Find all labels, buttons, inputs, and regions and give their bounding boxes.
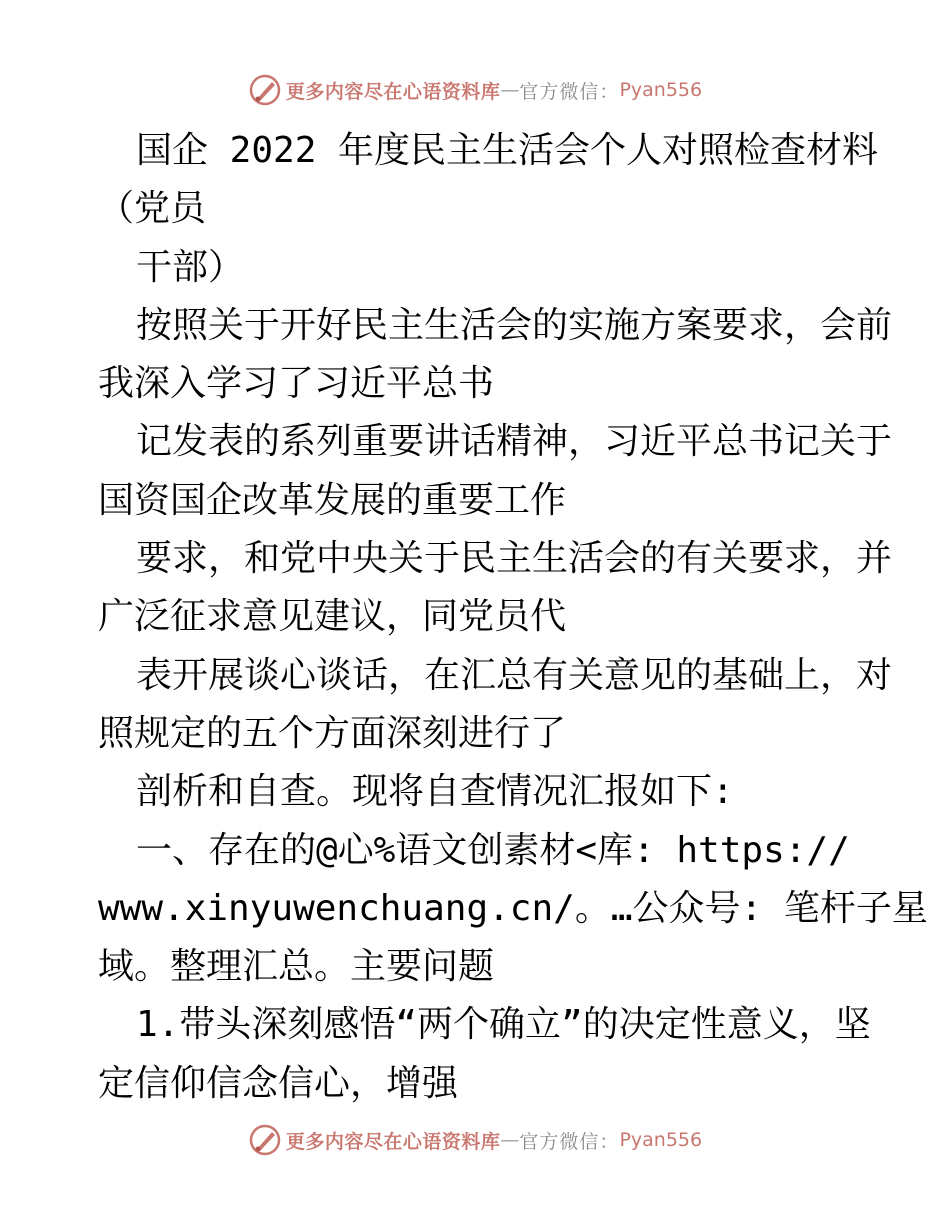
banner-wechat-id: Pyan556 xyxy=(619,79,703,101)
banner-wechat-label: 官方微信： xyxy=(519,80,620,103)
footer-banner xyxy=(0,1120,950,1160)
text-line: 域。整理汇总。主要问题 xyxy=(98,946,495,988)
text-line: 国资国企改革发展的重要工作 xyxy=(98,479,567,521)
text-line: 要求，和党中央关于民主生活会的有关要求，并 xyxy=(136,538,893,580)
text-line: www.xinyuwenchuang.cn/。…公众号: 笔杆子星 xyxy=(98,887,928,929)
header-banner xyxy=(0,70,950,110)
text-line: 照规定的五个方面深刻进行了 xyxy=(98,712,567,754)
banner-wechat-id: Pyan556 xyxy=(619,1129,703,1151)
text-line: 国企 2022 年度民主生活会个人对照检查材料 xyxy=(136,130,879,171)
text-line: 定信仰信念信心，增强 xyxy=(98,1062,459,1104)
text-line: 1.带头深刻感悟“两个确立”的决定性意义，坚 xyxy=(136,1004,871,1046)
text-line: 记发表的系列重要讲话精神，习近平总书记关于 xyxy=(136,421,893,463)
text-line: 广泛征求意见建议，同党员代 xyxy=(98,596,567,638)
document-body xyxy=(98,122,928,1113)
text-line: （党员 xyxy=(98,188,207,230)
banner-wechat-label: 官方微信： xyxy=(519,1130,620,1153)
banner-separator: — xyxy=(500,1129,520,1151)
quill-logo-icon xyxy=(248,1123,282,1157)
banner-brand-text: 更多内容尽在心语资料库 xyxy=(285,80,501,103)
quill-logo-icon xyxy=(248,73,282,107)
text-line: 按照关于开好民主生活会的实施方案要求，会前 xyxy=(136,304,893,346)
text-line: 表开展谈心谈话，在汇总有关意见的基础上，对 xyxy=(136,654,893,696)
text-line: 我深入学习了习近平总书 xyxy=(98,363,495,405)
banner-brand-text: 更多内容尽在心语资料库 xyxy=(285,1130,501,1153)
banner-separator: — xyxy=(500,79,520,101)
text-line: 干部） xyxy=(136,246,245,288)
text-line: 一、存在的@心%语文创素材<库: https:// xyxy=(136,829,850,871)
text-line: 剖析和自查。现将自查情况汇报如下: xyxy=(136,771,734,813)
